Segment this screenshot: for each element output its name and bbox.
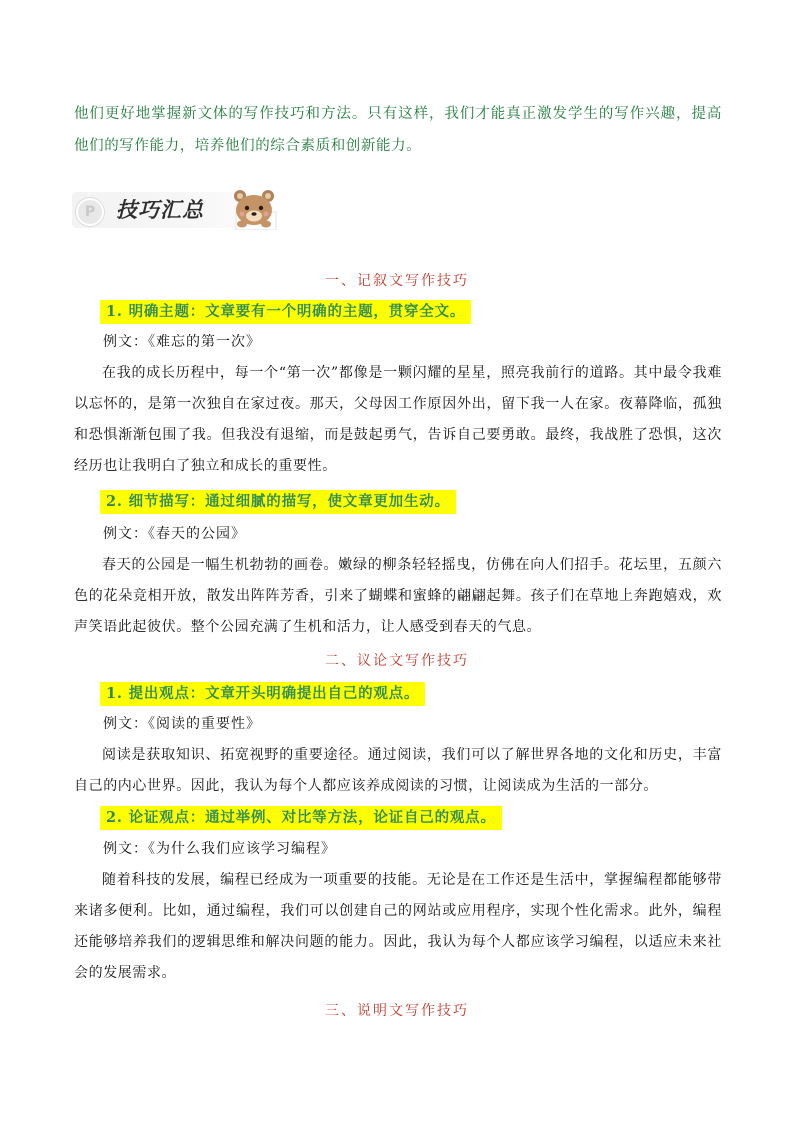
tip-argue-viewpoint: 2. 论证观点：通过举例、对比等方法，论证自己的观点。 bbox=[100, 806, 502, 830]
summary-banner bbox=[72, 188, 284, 230]
example-paragraph: 春天的公园是一幅生机勃勃的画卷。嫩绿的柳条轻轻摇曳，仿佛在向人们招手。花坛里，五颜六色的花朵竞相开放，散发出阵阵芳香，引来了蝴蝶和蜜蜂的翩翩起舞。孩子们在草地上奔跑嬉戏，欢声笑语此起彼伏。整个公园充满了生机和活力，让人感受到春天的气息。 bbox=[74, 557, 722, 635]
tip-detail-description: 2. 细节描写：通过细腻的描写，使文章更加生动。 bbox=[100, 490, 456, 514]
tip-state-viewpoint: 1. 提出观点：文章开头明确提出自己的观点。 bbox=[100, 682, 425, 706]
example-paragraph: 阅读是获取知识、拓宽视野的重要途径。通过阅读，我们可以了解世界各地的文化和历史，丰富自己的内心世界。因此，我认为每个人都应该养成阅读的习惯，让阅读成为生活的一部分。 bbox=[74, 747, 722, 794]
tip-clear-theme: 1. 明确主题：文章要有一个明确的主题，贯穿全文。 bbox=[100, 300, 471, 324]
example-title: 例文：《为什么我们应该学习编程》 bbox=[103, 841, 336, 857]
section-heading-argument: 二、议论文写作技巧 bbox=[325, 653, 469, 669]
section-heading-exposition: 三、说明文写作技巧 bbox=[325, 1003, 469, 1019]
example-title: 例文：《春天的公园》 bbox=[103, 526, 246, 542]
example-paragraph: 在我的成长历程中，每一个“第一次”都像是一颗闪耀的星星，照亮我前行的道路。其中最令我难以忘怀的，是第一次独自在家过夜。那天，父母因工作原因外出，留下我一人在家。夜幕降临，孤独和恐惧渐渐包围了我。但我没有退缩，而是鼓起勇气，告诉自己要勇敢。最终，我战胜了恐惧，这次经历也让我明白了独立和成长的重要性。 bbox=[74, 365, 722, 474]
p-badge-icon: P bbox=[76, 198, 104, 226]
example-title: 例文：《难忘的第一次》 bbox=[103, 334, 261, 350]
bear-mascot-icon bbox=[222, 188, 284, 230]
section-heading-narrative: 一、记叙文写作技巧 bbox=[325, 273, 469, 289]
example-title: 例文：《阅读的重要性》 bbox=[103, 716, 261, 732]
banner-title: 技巧汇总 bbox=[116, 198, 204, 222]
intro-paragraph: 他们更好地掌握新文体的写作技巧和方法。只有这样，我们才能真正激发学生的写作兴趣，提高他们的写作能力，培养他们的综合素质和创新能力。 bbox=[74, 106, 722, 154]
example-paragraph: 随着科技的发展，编程已经成为一项重要的技能。无论是在工作还是生活中，掌握编程都能够带来诸多便利。比如，通过编程，我们可以创建自己的网站或应用程序，实现个性化需求。此外，编程还能够培养我们的逻辑思维和解决问题的能力。因此，我认为每个人都应该学习编程，以适应未来社会的发展需求。 bbox=[74, 872, 722, 981]
